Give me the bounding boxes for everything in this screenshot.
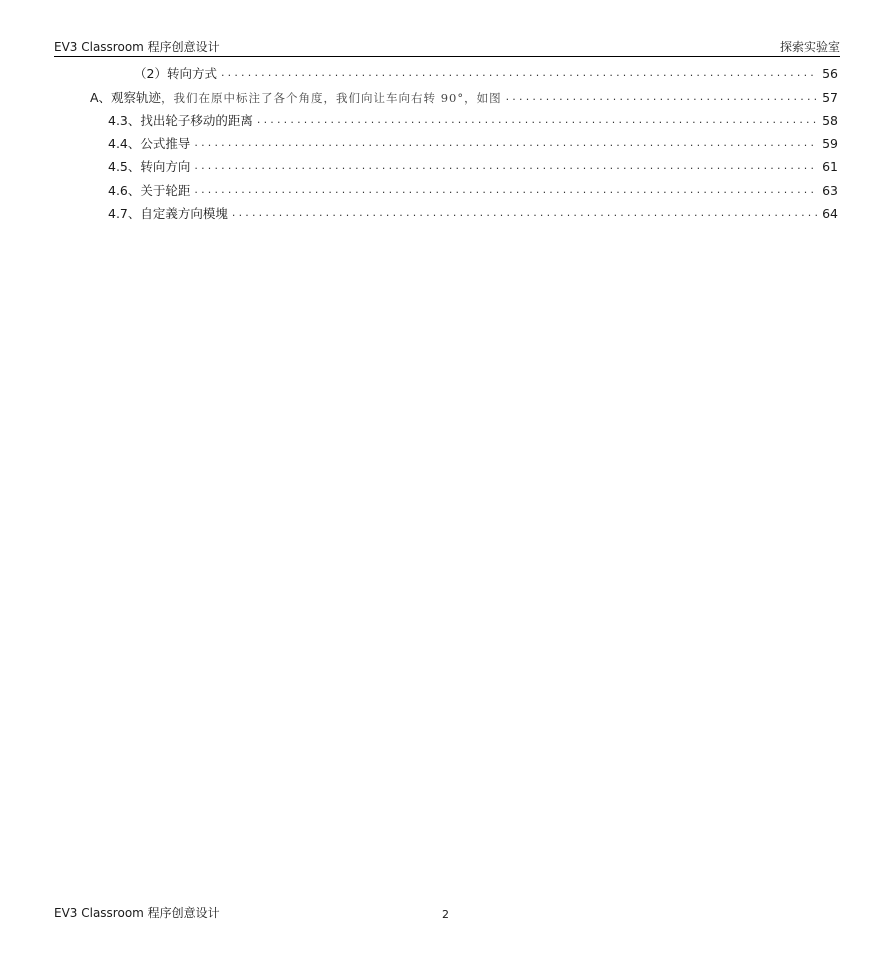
table-of-contents [54,60,838,223]
header-section-title: 探索实验室 [779,40,840,54]
toc-entry-page: 56 [822,66,838,82]
toc-entry-page: 64 [822,206,838,222]
toc-entry-page: 57 [822,89,838,105]
toc-leader-dots [232,204,818,222]
page-header [54,38,840,57]
toc-entry[interactable] [54,176,838,199]
header-doc-title: EV3 Classroom 程序创意设计 [54,40,220,54]
toc-leader-dots [257,111,818,129]
toc-entry[interactable] [54,153,838,176]
footer-doc-title: EV3 Classroom 程序创意设计 [54,906,220,920]
page-number: 2 [442,908,449,921]
toc-entry-title: 4.6、关于轮距 [108,182,191,198]
toc-entry-page: 58 [822,112,838,128]
toc-entry-page: 61 [822,159,838,175]
toc-entry-title: （2）转向方式 [134,66,217,82]
toc-entry-title: 4.5、转向方向 [108,159,191,175]
toc-entry[interactable] [54,83,838,106]
toc-entry[interactable] [54,107,838,130]
toc-entry[interactable] [54,200,838,223]
toc-entry[interactable] [54,130,838,153]
toc-entry-page: 59 [822,136,838,152]
toc-leader-dots [221,64,818,82]
toc-entry-subtitle: ，我们在原中标注了各个角度，我们向让车向右转 90°，如图 [161,90,502,105]
toc-leader-dots [194,181,818,199]
toc-leader-dots [506,88,818,106]
toc-leader-dots [194,157,818,175]
toc-entry-title: A、观察轨迹，我们在原中标注了各个角度，我们向让车向右转 90°，如图 [90,89,502,105]
toc-leader-dots [194,134,818,152]
toc-entry-page: 63 [822,182,838,198]
toc-entry[interactable] [54,60,838,83]
toc-entry-title: 4.3、找出轮子移动的距离 [108,112,253,128]
toc-entry-title: 4.4、公式推导 [108,136,191,152]
toc-entry-title: 4.7、自定義方向模塊 [108,206,228,222]
